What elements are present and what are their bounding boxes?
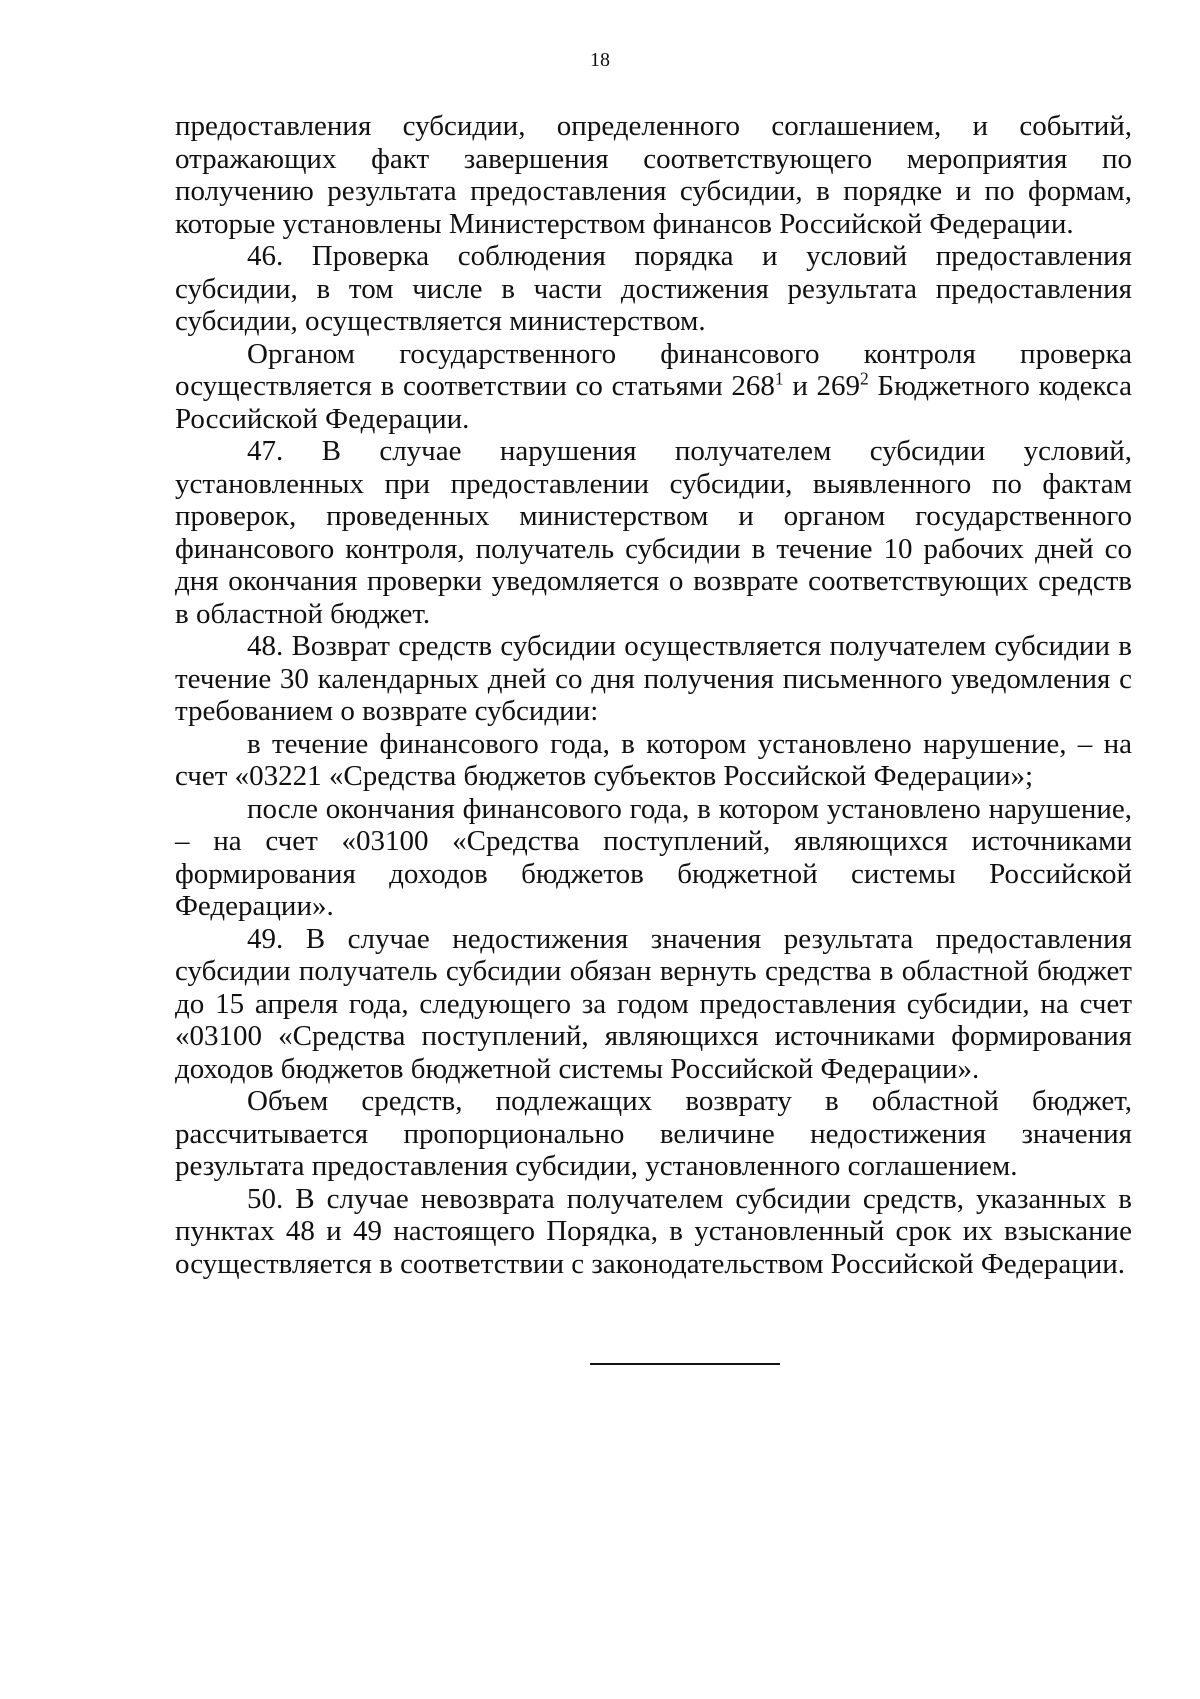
paragraph-46-control — [175, 338, 1132, 436]
paragraph-49-volume: Объем средств, подлежащих возврату в областной бюджет, рассчитывается пропорционально величине недостижения значения результата предоставления субсидии, установленного соглашением. — [175, 1085, 1132, 1182]
paragraph-47: 47. В случае нарушения получателем субсидии условий, установленных при предоставлении субсидии, выявленного по фактам проверок, проведенных министерством и органом государственного финансового контроля, получатель субсидии в течение 10 рабочих дней со дня окончания проверки уведомляется о возврате соответствующих средств в областной бюджет. — [175, 435, 1132, 630]
paragraph-46: 46. Проверка соблюдения порядка и условий предоставления субсидии, в том числе в части достижения результата предоставления субсидии, осуществляется министерством. — [175, 240, 1132, 337]
superscript-1: 1 — [774, 368, 784, 389]
paragraph-continued: предоставления субсидии, определенного соглашением, и событий, отражающих факт завершения соответствующего мероприятия по получению результата предоставления субсидии, в порядке и по формам, которые установлены Министерством финансов Российской Федерации. — [175, 110, 1132, 240]
paragraph-46-control-text-before: Органом государственного финансового контроля проверка осуществляется в соответствии со статьями 268 — [175, 337, 1132, 402]
document-body — [175, 110, 1132, 1280]
end-divider — [590, 1363, 780, 1365]
paragraph-48: 48. Возврат средств субсидии осуществляется получателем субсидии в течение 30 календарных дней со дня получения письменного уведомления с требованием о возврате субсидии: — [175, 630, 1132, 727]
superscript-2: 2 — [860, 368, 869, 389]
paragraph-48-item-a: в течение финансового года, в котором установлено нарушение, – на счет «03221 «Средства бюджетов субъектов Российской Федерации»; — [175, 727, 1132, 792]
paragraph-49: 49. В случае недостижения значения результата предоставления субсидии получатель субсидии обязан вернуть средства в областной бюджет до 15 апреля года, следующего за годом предоставления субсидии, на счет «03100 «Средства поступлений, являющихся источниками формирования доходов бюджетов бюджетной системы Российской Федерации». — [175, 922, 1132, 1085]
paragraph-50: 50. В случае невозврата получателем субсидии средств, указанных в пунктах 48 и 49 настоящего Порядка, в установленный срок их взыскание осуществляется в соответствии с законодательством Российской Федерации. — [175, 1182, 1132, 1280]
page-number: 18 — [590, 49, 610, 71]
paragraph-48-item-b: после окончания финансового года, в котором установлено нарушение, – на счет «03100 «Средства поступлений, являющихся источниками формирования доходов бюджетов бюджетной системы Российской Федерации». — [175, 792, 1132, 922]
paragraph-46-control-text-after: Бюджетного кодекса Российской Федерации. — [175, 370, 1132, 435]
paragraph-46-control-text-middle: и 269 — [783, 370, 861, 402]
